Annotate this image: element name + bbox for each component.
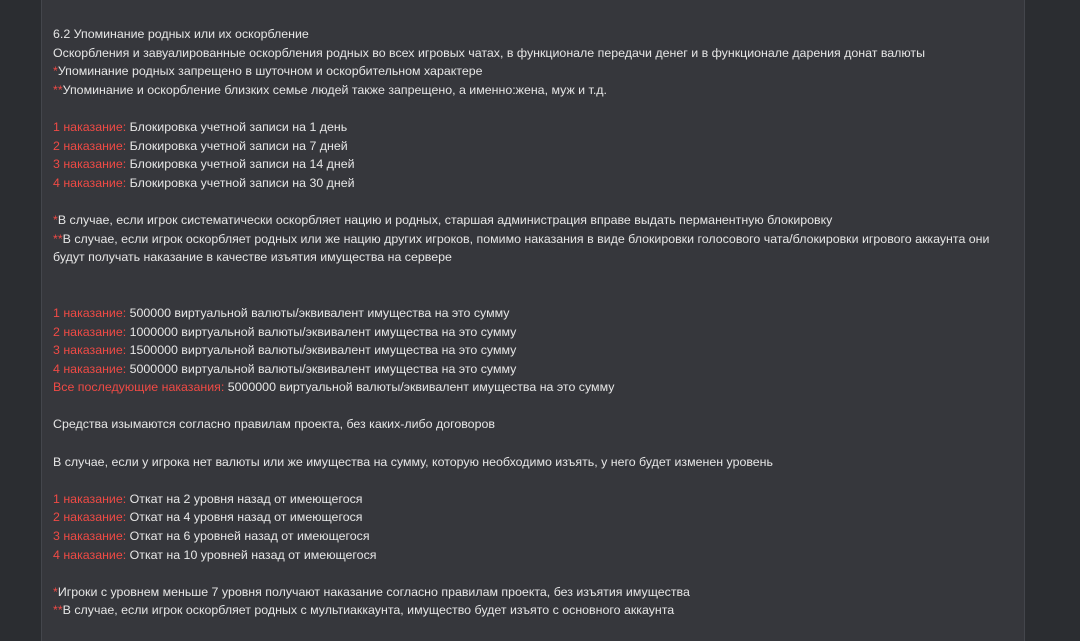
punishment-text: Блокировка учетной записи на 14 дней bbox=[126, 157, 355, 172]
section-description: Оскорбления и завуалированные оскорбления родных во всех игровых чатах, в функционале передачи денег и в функционале дарения донат валюты bbox=[53, 45, 926, 60]
punishment-line bbox=[53, 490, 1018, 509]
footer-note-line bbox=[53, 583, 1018, 602]
punishment-text: Откат на 10 уровней назад от имеющегося bbox=[126, 547, 377, 562]
funds-text: Средства изымаются согласно правилам проекта, без каких-либо договоров bbox=[53, 417, 495, 432]
punishment-label: 1 наказание: bbox=[53, 119, 127, 134]
punishment-text: Откат на 2 уровня назад от имеющегося bbox=[126, 491, 363, 506]
note-mark: ** bbox=[53, 82, 63, 97]
note-mark: * bbox=[53, 584, 58, 599]
punishment-line bbox=[53, 527, 1018, 546]
spacer bbox=[53, 267, 1018, 286]
note-line bbox=[53, 81, 1018, 100]
spacer bbox=[53, 397, 1018, 416]
spacer bbox=[53, 192, 1018, 211]
note-text: В случае, если игрок оскорбляет родных с мультиаккаунта, имущество будет изъято с основного аккаунта bbox=[62, 603, 675, 618]
note-line bbox=[53, 62, 1018, 81]
note-text: В случае, если игрок оскорбляет родных или же нацию других игроков, помимо наказания в виде блокировки голосового чата/блокировки игрового аккаунта они будут получать наказание в качестве изъятия имущества на сервере bbox=[53, 231, 990, 265]
punishment-text: Блокировка учетной записи на 1 день bbox=[126, 119, 348, 134]
punishment-text: 1000000 виртуальной валюты/эквивалент имущества на это сумму bbox=[126, 324, 517, 339]
spacer bbox=[53, 564, 1018, 583]
note-line bbox=[53, 211, 1018, 230]
punishment-text: Блокировка учетной записи на 7 дней bbox=[126, 138, 348, 153]
punishment-text: 5000000 виртуальной валюты/эквивалент имущества на это сумму bbox=[224, 380, 615, 395]
punishment-text: Блокировка учетной записи на 30 дней bbox=[126, 175, 355, 190]
punishment-text: Откат на 4 уровня назад от имеющегося bbox=[126, 510, 363, 525]
punishment-label: 4 наказание: bbox=[53, 547, 127, 562]
punishment-line bbox=[53, 323, 1018, 342]
punishment-text: 1500000 виртуальной валюты/эквивалент имущества на это сумму bbox=[126, 343, 517, 358]
spacer bbox=[53, 285, 1018, 304]
punishment-line bbox=[53, 508, 1018, 527]
footer-note-line bbox=[53, 601, 1018, 620]
note-mark: ** bbox=[53, 231, 63, 246]
post-content bbox=[53, 25, 1018, 620]
note-line bbox=[53, 230, 1018, 267]
punishment-label: Все последующие наказания: bbox=[53, 380, 225, 395]
note-mark: ** bbox=[53, 603, 63, 618]
punishment-text: 500000 виртуальной валюты/эквивалент имущества на это сумму bbox=[126, 305, 510, 320]
punishment-label: 4 наказание: bbox=[53, 175, 127, 190]
note-mark: * bbox=[53, 64, 58, 79]
note-text: Игроки с уровнем меньше 7 уровня получают наказание согласно правилам проекта, без изъятия имущества bbox=[57, 584, 690, 599]
punishment-label: 3 наказание: bbox=[53, 343, 127, 358]
spacer bbox=[53, 471, 1018, 490]
note-mark: * bbox=[53, 212, 58, 227]
punishment-label: 4 наказание: bbox=[53, 361, 127, 376]
level-text: В случае, если у игрока нет валюты или же имущества на сумму, которую необходимо изъять, у него будет изменен уровень bbox=[53, 454, 773, 469]
punishment-label: 2 наказание: bbox=[53, 510, 127, 525]
punishment-label: 1 наказание: bbox=[53, 305, 127, 320]
section-title: 6.2 Упоминание родных или их оскорбление bbox=[53, 27, 309, 41]
note-text: Упоминание родных запрещено в шуточном и оскорбительном характере bbox=[57, 64, 483, 79]
note-text: В случае, если игрок систематически оскорбляет нацию и родных, старшая администрация вправе выдать перманентную блокировку bbox=[57, 212, 833, 227]
punishment-line bbox=[53, 155, 1018, 174]
punishment-line bbox=[53, 360, 1018, 379]
punishment-label: 2 наказание: bbox=[53, 138, 127, 153]
punishment-line bbox=[53, 137, 1018, 156]
punishment-line bbox=[53, 174, 1018, 193]
punishment-line bbox=[53, 546, 1018, 565]
punishment-label: 2 наказание: bbox=[53, 324, 127, 339]
punishment-line bbox=[53, 304, 1018, 323]
spacer bbox=[53, 99, 1018, 118]
punishment-line bbox=[53, 378, 1018, 397]
forum-post bbox=[41, 0, 1025, 641]
spacer bbox=[53, 434, 1018, 453]
punishment-label: 3 наказание: bbox=[53, 157, 127, 172]
punishment-line bbox=[53, 118, 1018, 137]
punishment-line bbox=[53, 341, 1018, 360]
punishment-label: 3 наказание: bbox=[53, 529, 127, 544]
punishment-text: 5000000 виртуальной валюты/эквивалент имущества на это сумму bbox=[126, 361, 517, 376]
punishment-text: Откат на 6 уровней назад от имеющегося bbox=[126, 529, 370, 544]
note-text: Упоминание и оскорбление близких семье людей также запрещено, а именно:жена, муж и т.д. bbox=[62, 82, 607, 97]
punishment-label: 1 наказание: bbox=[53, 491, 127, 506]
